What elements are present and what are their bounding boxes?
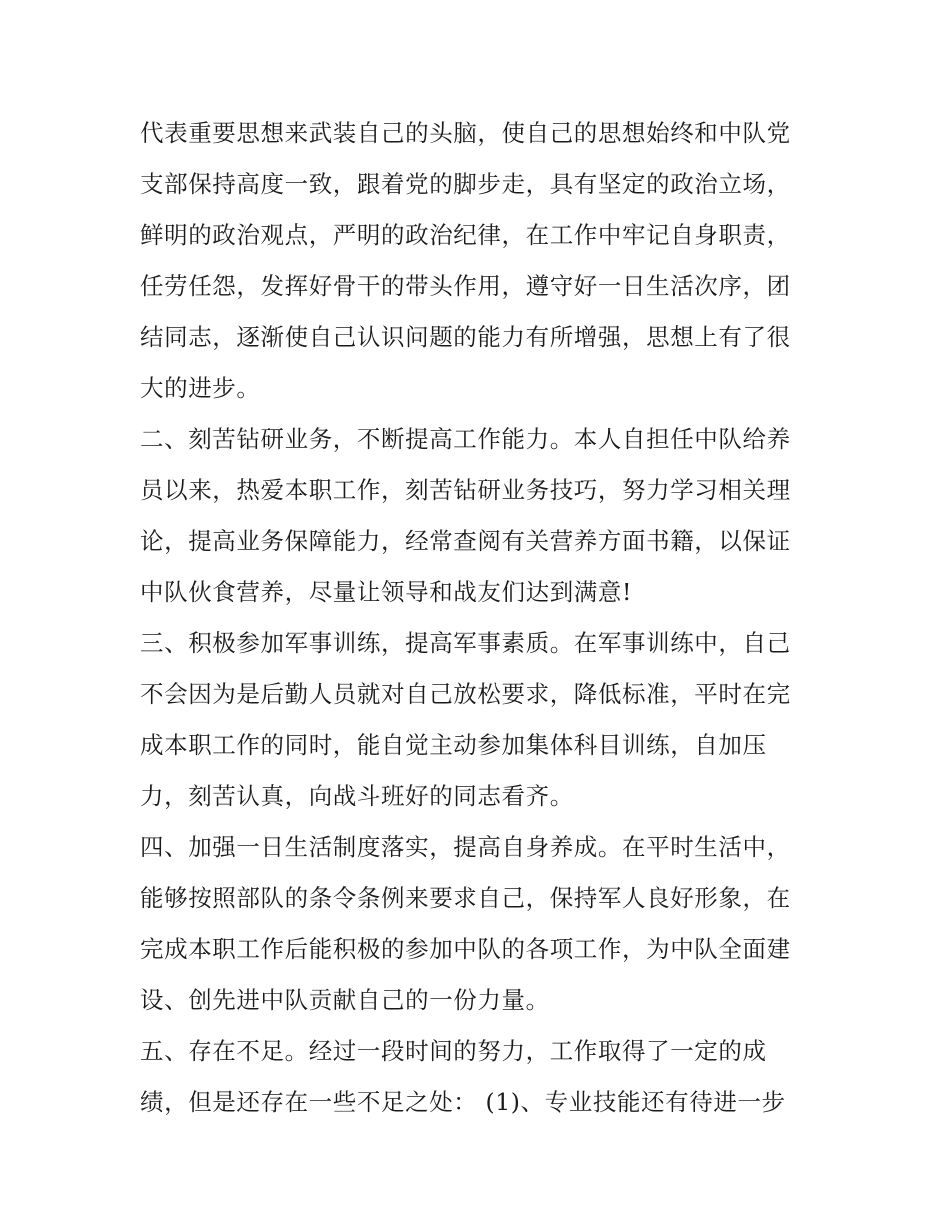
text-line: 五、存在不足。经过一段时间的努力，工作取得了一定的成 [140, 1037, 767, 1065]
text-line: 能够按照部队的条令条例来要求自己，保持军人良好形象，在 [140, 884, 791, 912]
text-line: 绩，但是还存在一些不足之处： (1)、专业技能还有待进一步 [140, 1088, 786, 1116]
text-line: 四、加强一日生活制度落实，提高自身养成。在平时生活中， [140, 833, 791, 861]
text-line: 成本职工作的同时，能自觉主动参加集体科目训练，自加压 [140, 731, 767, 759]
text-line: 员以来，热爱本职工作，刻苦钻研业务技巧，努力学习相关理 [140, 476, 791, 504]
text-line: 支部保持高度一致，跟着党的脚步走，具有坚定的政治立场， [140, 170, 791, 198]
text-line: 鲜明的政治观点，严明的政治纪律，在工作中牢记自身职责， [140, 221, 791, 249]
text-line: 论，提高业务保障能力，经常查阅有关营养方面书籍，以保证 [140, 527, 791, 555]
text-line: 大的进步。 [140, 374, 261, 402]
text-line: 设、创先进中队贡献自己的一份力量。 [140, 986, 550, 1014]
text-line: 力，刻苦认真，向战斗班好的同志看齐。 [140, 782, 574, 810]
text-line: 代表重要思想来武装自己的头脑，使自己的思想始终和中队党 [140, 119, 791, 147]
text-line: 二、刻苦钻研业务，不断提高工作能力。本人自担任中队给养 [140, 425, 791, 453]
text-line: 完成本职工作后能积极的参加中队的各项工作，为中队全面建 [140, 935, 791, 963]
text-line: 不会因为是后勤人员就对自己放松要求，降低标准，平时在完 [140, 680, 791, 708]
text-line: 中队伙食营养，尽量让领导和战友们达到满意! [140, 578, 633, 606]
document-body [140, 108, 820, 1128]
text-line: 任劳任怨，发挥好骨干的带头作用，遵守好一日生活次序，团 [140, 272, 791, 300]
text-line: 三、积极参加军事训练，提高军事素质。在军事训练中，自己 [140, 629, 791, 657]
text-line: 结同志，逐渐使自己认识问题的能力有所增强，思想上有了很 [140, 323, 791, 351]
